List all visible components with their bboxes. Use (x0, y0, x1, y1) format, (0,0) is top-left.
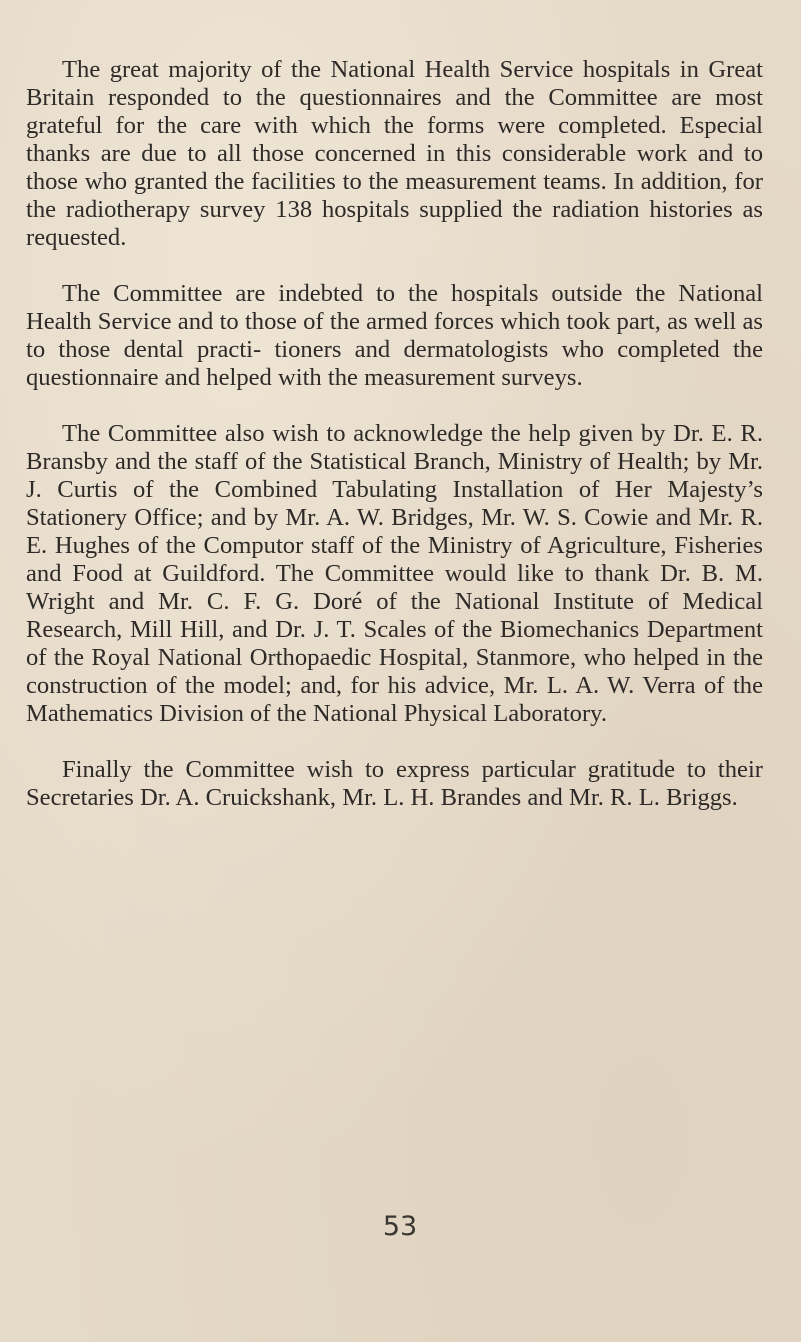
paragraph-secretaries: Finally the Committee wish to express particular gratitude to their Secretaries Dr. A. Cruickshank, Mr. L. H. Brandes and Mr. R. L. Briggs. (26, 756, 763, 811)
page-number: 53 (382, 1211, 418, 1242)
paragraph-acknowledgements: The Committee also wish to acknowledge the help given by Dr. E. R. Bransby and the staff of the Statistical Branch, Ministry of Health; by Mr. J. Curtis of the Combined Tabulating Installation of Her Majesty’s Stationery Office; and by Mr. A. W. Bridges, Mr. W. S. Cowie and Mr. R. E. Hughes of the Computor staff of the Ministry of Agriculture, Fisheries and Food at Guildford. The Committee would like to thank Dr. B. M. Wright and Mr. C. F. G. Doré of the National Institute of Medical Research, Mill Hill, and Dr. J. T. Scales of the Biomechanics Department of the Royal National Orthopaedic Hospital, Stanmore, who helped in the construction of the model; and, for his advice, Mr. L. A. W. Verra of the Mathematics Division of the National Physical Laboratory. (26, 420, 763, 727)
paragraph-outside-nhs: The Committee are indebted to the hospitals outside the National Health Service and to those of the armed forces which took part, as well as to those dental practi- tioners and dermatologists who completed the questionnaire and helped with the measurement surveys. (26, 280, 763, 391)
body-text (26, 56, 763, 812)
paragraph-survey-responses: The great majority of the National Health Service hospitals in Great Britain responded to the questionnaires and the Committee are most grateful for the care with which the forms were completed. Especial thanks are due to all those concerned in this considerable work and to those who granted the facilities to the measurement teams. In addition, for the radiotherapy survey 138 hospitals supplied the radiation histories as requested. (26, 56, 763, 251)
